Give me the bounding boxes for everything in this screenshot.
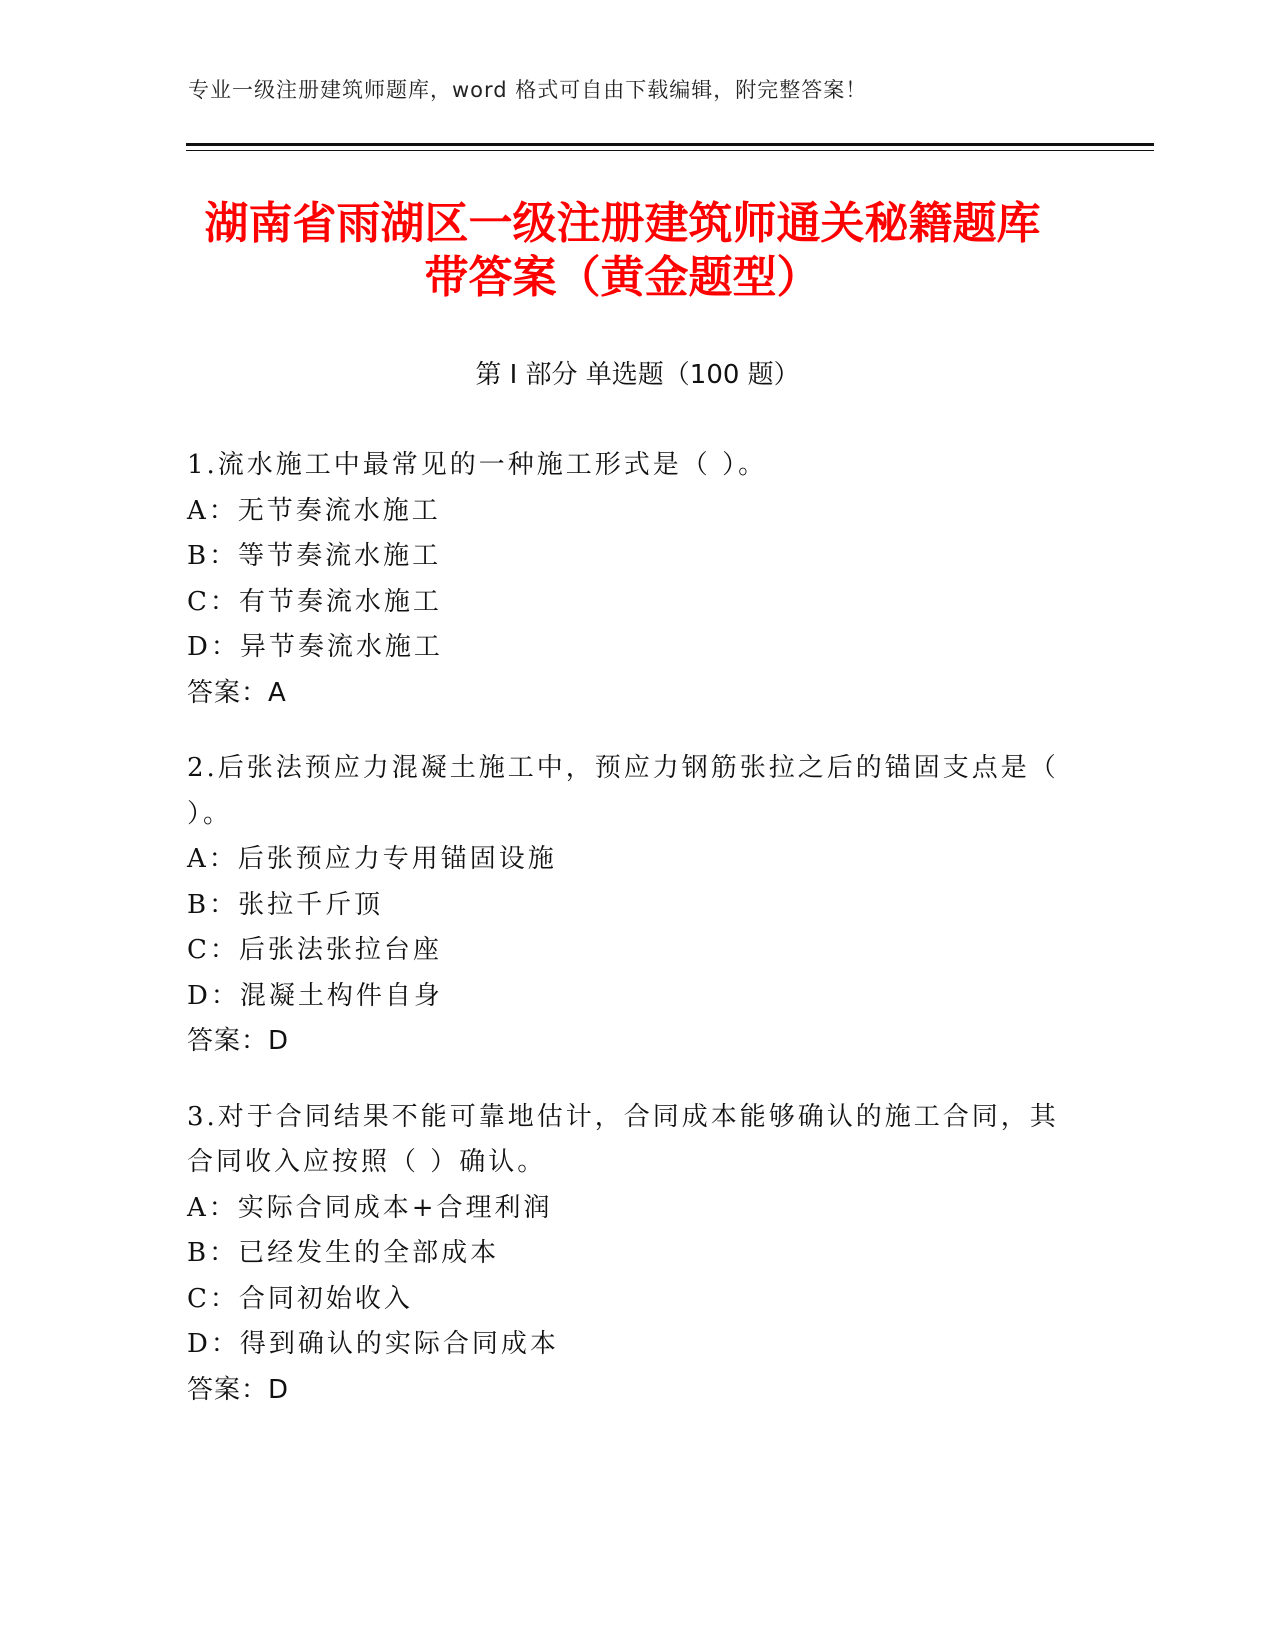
answer: 答案：A — [187, 677, 287, 708]
option-b: B：等节奏流水施工 — [187, 541, 442, 571]
header-rule-thin — [186, 150, 1154, 151]
option-b: B：已经发生的全部成本 — [187, 1238, 500, 1268]
option-c: C：合同初始收入 — [187, 1283, 413, 1314]
section-heading: 第 I 部分 单选题（100 题） — [475, 360, 800, 390]
question-text: 1.流水施工中最常见的一种施工形式是（ ）。 — [187, 450, 768, 480]
question-1 — [187, 443, 1087, 716]
answer: 答案：D — [187, 1026, 290, 1056]
option-a: A：后张预应力专用锚固设施 — [187, 844, 557, 874]
option-a: A：无节奏流水施工 — [187, 495, 441, 526]
option-c: C：后张法张拉台座 — [187, 935, 442, 965]
question-text: 3.对于合同结果不能可靠地估计，合同成本能够确认的施工合同，其合同收入应按照（ ）确认。 — [187, 1101, 1059, 1177]
question-text: 2.后张法预应力混凝土施工中，预应力钢筋张拉之后的锚固支点是（ ）。 — [187, 753, 1059, 829]
question-3 — [187, 1095, 1087, 1414]
question-2 — [187, 746, 1087, 1065]
question-list — [187, 443, 1087, 1443]
header-note: 专业一级注册建筑师题库，word 格式可自由下载编辑，附完整答案！ — [188, 78, 868, 102]
document-title-line-1: 湖南省雨湖区一级注册建筑师通关秘籍题库 — [204, 198, 1041, 249]
option-a: A：实际合同成本+合理利润 — [187, 1192, 553, 1223]
option-d: D：得到确认的实际合同成本 — [187, 1329, 559, 1359]
header-rule-thick — [186, 143, 1154, 146]
answer: 答案：D — [187, 1374, 290, 1405]
option-d: D：异节奏流水施工 — [187, 632, 443, 662]
option-d: D：混凝土构件自身 — [187, 980, 443, 1011]
option-b: B：张拉千斤顶 — [187, 889, 384, 920]
document-title-line-2: 带答案（黄金题型） — [424, 252, 821, 303]
option-c: C：有节奏流水施工 — [187, 586, 442, 617]
